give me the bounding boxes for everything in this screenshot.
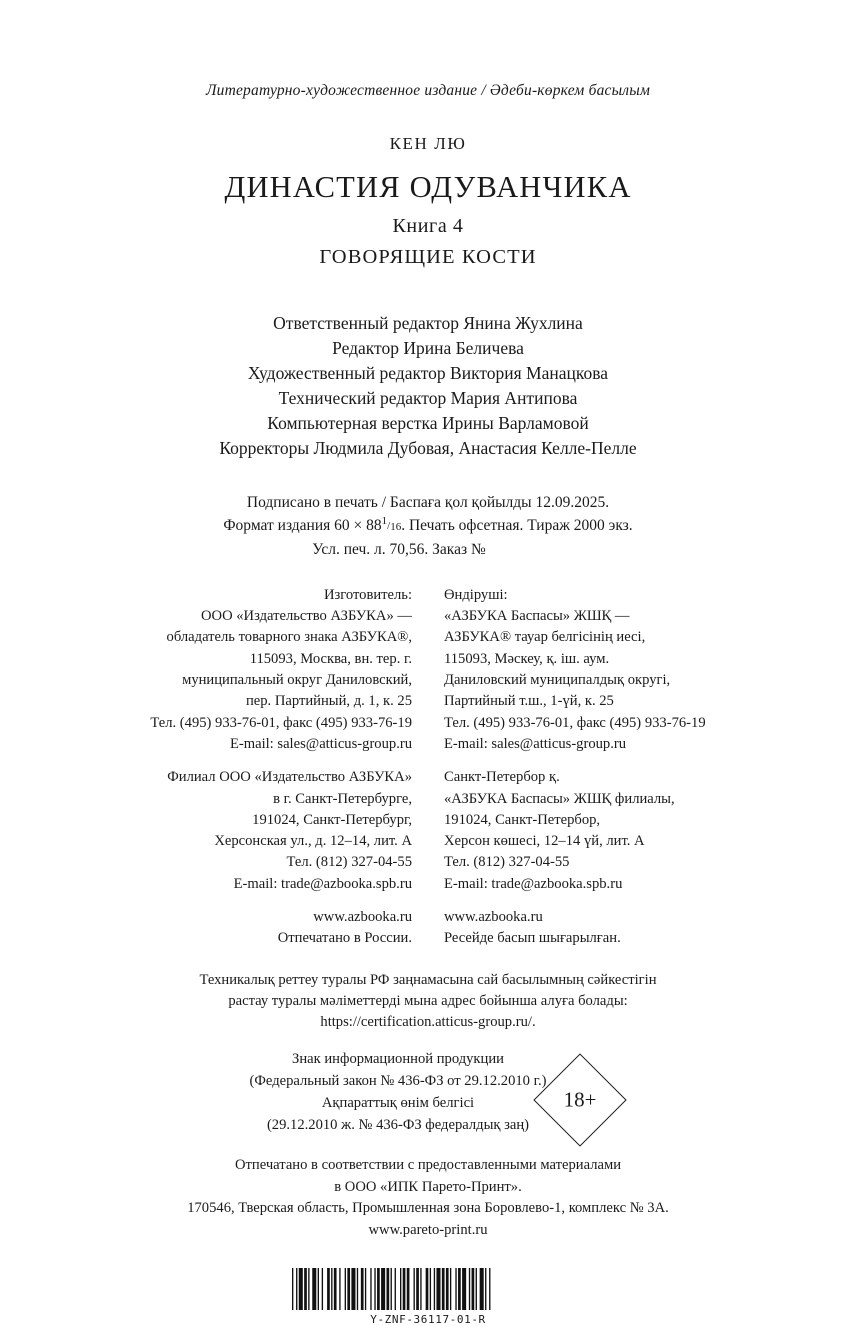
website-link[interactable]: www.azbooka.ru <box>444 909 543 925</box>
printer-block <box>95 1155 761 1243</box>
credit-line: Компьютерная верстка Ирины Варламовой <box>267 413 589 434</box>
publisher-column-kz <box>428 585 738 950</box>
barcode-label: Y-ZNF-36117-01-R <box>370 1313 486 1326</box>
edition-kicker: Литературно-художественное издание / Әдеби-көркем басылым <box>205 82 651 99</box>
block-line: «АЗБУКА Баспасы» ЖШҚ — <box>444 608 630 625</box>
block-line: 191024, Санкт-Петербор, <box>444 811 601 828</box>
block-line: E-mail: trade@azbooka.spb.ru <box>233 875 412 892</box>
publisher-block <box>118 585 412 755</box>
age-line: Знак информационной продукции <box>292 1051 504 1068</box>
age-line: Ақпараттық өнім белгісі <box>321 1094 475 1111</box>
page-title: ДИНАСТИЯ ОДУВАНЧИКА <box>224 170 632 204</box>
block-line: обладатель товарного знака АЗБУКА®, <box>166 629 412 646</box>
block-line: муниципальный округ Даниловский, <box>182 672 412 689</box>
block-line: E-mail: sales@atticus-group.ru <box>229 735 412 752</box>
block-line: ООО «Издательство АЗБУКА» — <box>200 608 412 625</box>
book-subtitle: ГОВОРЯЩИЕ КОСТИ <box>319 246 537 268</box>
printer-line: Отпечатано в соответствии с предоставленными материалами <box>234 1156 621 1173</box>
website-link[interactable]: www.azbooka.ru <box>313 909 412 925</box>
format-line <box>95 514 761 537</box>
format-suffix: . Печать офсетная. Тираж 2000 экз. <box>401 517 633 535</box>
printer-line: 170546, Тверская область, Промышленная зона Боровлево-1, комплекс № 3А. <box>187 1200 669 1217</box>
block-line: Даниловский муниципалдық округі, <box>444 672 671 689</box>
age-rating-block <box>95 1049 761 1137</box>
cert-line: растау туралы мәліметтерді мына адрес бойынша алуға болады: <box>228 992 628 1009</box>
age-line: (29.12.2010 ж. № 436-ФЗ федералдық заң) <box>266 1116 530 1133</box>
block-line: Тел. (812) 327-04-55 <box>444 854 570 871</box>
credit-line: Ответственный редактор Янина Жухлина <box>273 313 583 333</box>
block-line: Ресейде басып шығарылған. <box>444 930 621 947</box>
format-fraction: $^1/_{16}$ <box>381 515 402 534</box>
fraction-numerator: 1 <box>381 515 388 528</box>
certification-note <box>95 970 761 1033</box>
block-line: АЗБУКА® тауар белгісінің иесі, <box>444 629 646 646</box>
age-rating-badge <box>533 1053 626 1146</box>
publisher-web-block <box>118 907 412 950</box>
credit-line: Корректоры Людмила Дубовая, Анастасия Келле-Пелле <box>219 438 637 459</box>
block-line: Тел. (495) 933-76-01, факс (495) 933-76-19 <box>444 714 706 731</box>
barcode-block <box>95 1268 761 1326</box>
fraction-denominator: 16 <box>390 521 402 534</box>
block-line: пер. Партийный, д. 1, к. 25 <box>245 693 412 710</box>
block-line: Тел. (495) 933-76-01, факс (495) 933-76-19 <box>150 714 412 731</box>
printer-website-link[interactable]: www.pareto-print.ru <box>368 1222 488 1239</box>
block-line: Санкт-Петербор қ. <box>444 769 560 786</box>
block-line: Херсонская ул., д. 12–14, лит. А <box>214 833 412 850</box>
printer-line: в ООО «ИПК Парето-Принт». <box>334 1178 522 1195</box>
sheets-order-line <box>95 538 761 561</box>
block-heading: Өндіруші: <box>444 586 508 603</box>
publisher-branch-block <box>118 767 412 895</box>
block-line: в г. Санкт-Петербурге, <box>273 790 412 807</box>
cert-link[interactable]: https://certification.atticus-group.ru/. <box>320 1013 536 1030</box>
author-name: КЕН ЛЮ <box>389 134 467 153</box>
barcode-image <box>292 1268 564 1310</box>
block-line: E-mail: sales@atticus-group.ru <box>444 735 627 752</box>
print-info-block <box>95 491 761 561</box>
block-line: Отпечатано в России. <box>277 930 412 947</box>
block-line: Филиал ООО «Издательство АЗБУКА» <box>167 769 412 786</box>
publisher-branch-block <box>444 767 738 895</box>
block-heading: Изготовитель: <box>323 586 412 603</box>
block-line: 115093, Москва, вн. тер. г. <box>249 650 412 667</box>
format-prefix: Формат издания 60 × 88 <box>223 517 382 535</box>
book-number: Книга 4 <box>392 215 464 237</box>
age-rating-text <box>250 1049 547 1137</box>
age-line: (Федеральный закон № 436-ФЗ от 29.12.2010 г.) <box>249 1072 547 1089</box>
block-line: 191024, Санкт-Петербург, <box>252 811 412 828</box>
signed-date-line: Подписано в печать / Баспаға қол қойылды 12.09.2025. <box>246 494 610 512</box>
publisher-web-block <box>444 907 738 950</box>
publisher-column-ru <box>118 585 428 950</box>
credits-block <box>95 311 761 461</box>
credit-line: Технический редактор Мария Антипова <box>278 388 578 409</box>
block-line: Херсон көшесі, 12–14 үй, лит. А <box>444 833 645 850</box>
block-line: Партийный т.ш., 1-үй, к. 25 <box>444 693 614 710</box>
publisher-columns <box>95 585 761 950</box>
block-line: 115093, Мәскеу, қ. іш. аум. <box>444 650 610 667</box>
sheets-text: Усл. печ. л. 70,56. Заказ № <box>312 540 486 558</box>
cert-line: Техникалық реттеу туралы РФ заңнамасына сай басылымның сәйкестігін <box>199 971 657 988</box>
block-line: «АЗБУКА Баспасы» ЖШҚ филиалы, <box>444 790 675 807</box>
publisher-block <box>444 585 738 755</box>
block-line: Тел. (812) 327-04-55 <box>286 854 412 871</box>
block-line: E-mail: trade@azbooka.spb.ru <box>444 875 623 892</box>
credit-line: Редактор Ирина Беличева <box>332 338 524 359</box>
status-badge: 18+ <box>563 1087 597 1112</box>
credit-line: Художественный редактор Виктория Манацкова <box>247 363 609 384</box>
